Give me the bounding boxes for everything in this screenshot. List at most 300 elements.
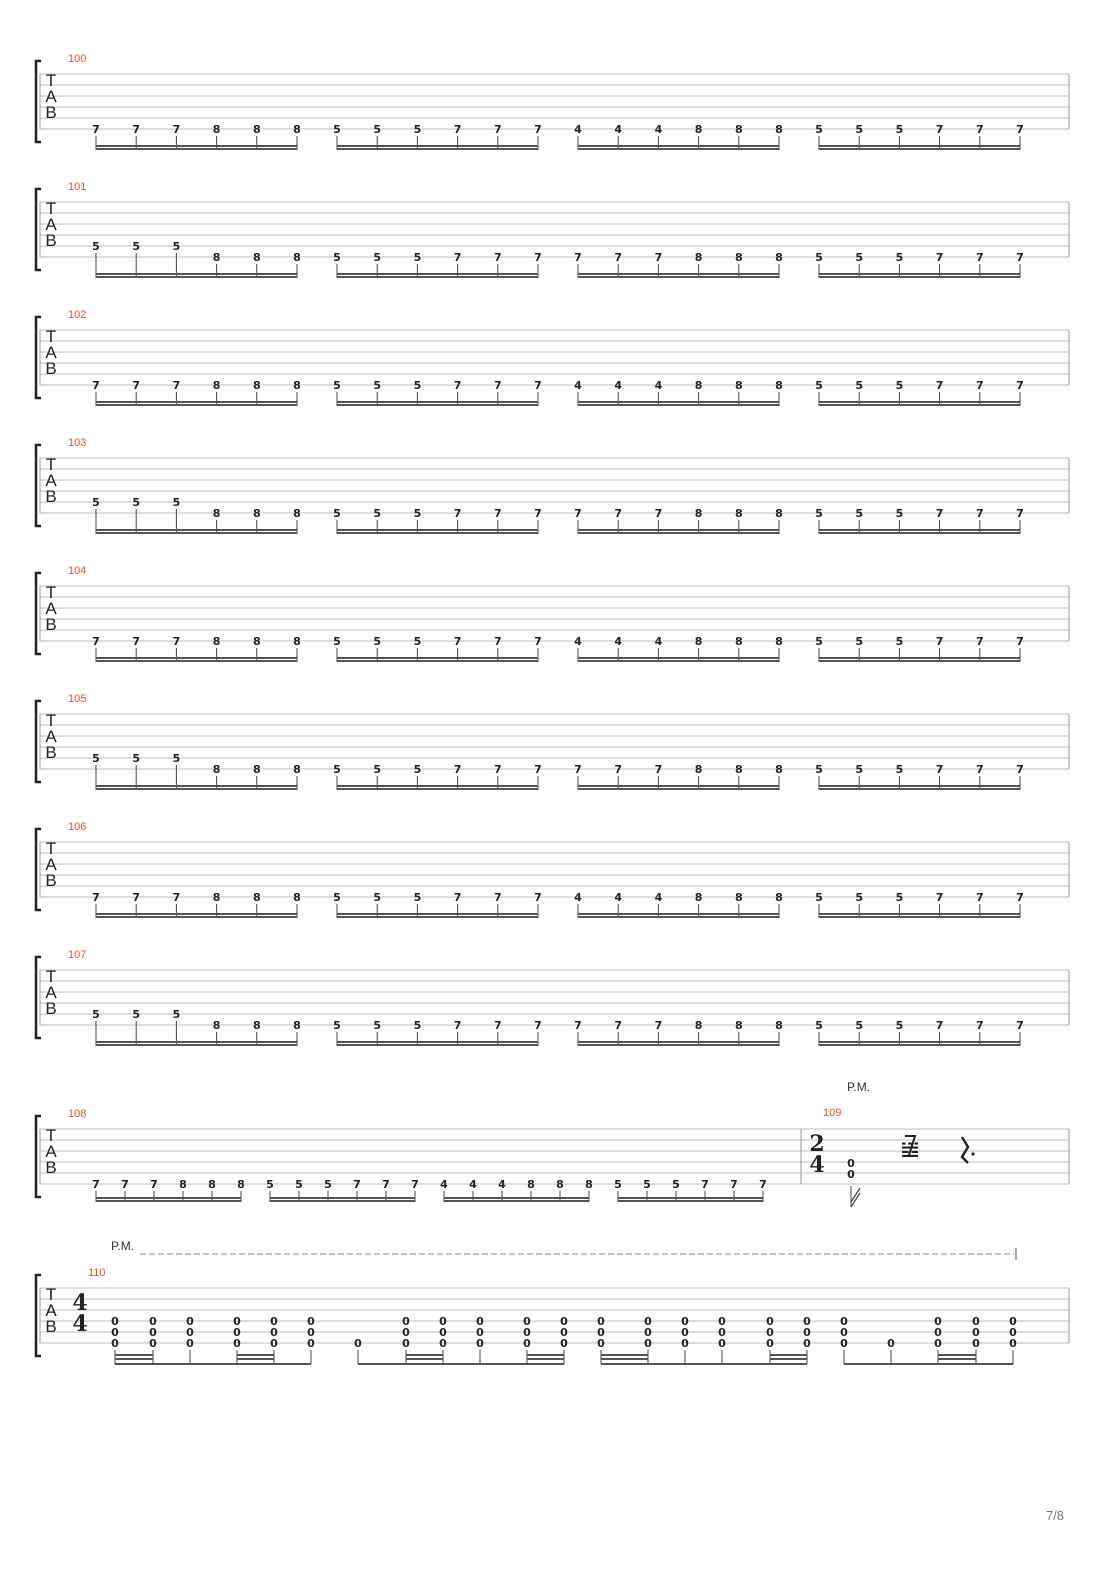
fret-number: 0 bbox=[149, 1315, 157, 1328]
fret-number: 8 bbox=[734, 251, 743, 264]
note-beam-secondary bbox=[938, 1354, 976, 1356]
fret-number: 7 bbox=[353, 1178, 361, 1191]
fret-number: 7 bbox=[1016, 763, 1024, 776]
sixteenth-rest: 𝌿 bbox=[900, 1138, 920, 1163]
fret-number: 7 bbox=[382, 1178, 390, 1191]
fret-number: 0 bbox=[644, 1337, 652, 1350]
fret-number: 0 bbox=[233, 1315, 241, 1328]
fret-number: 0 bbox=[803, 1315, 811, 1328]
fret-number: 7 bbox=[935, 763, 944, 776]
fret-number: 0 bbox=[887, 1337, 895, 1350]
fret-number: 0 bbox=[766, 1326, 774, 1339]
note-beam bbox=[337, 276, 538, 278]
note-beam bbox=[578, 785, 779, 787]
fret-number: 0 bbox=[186, 1326, 194, 1339]
fret-number: 5 bbox=[333, 891, 341, 904]
fret-number: 7 bbox=[975, 251, 984, 264]
fret-number: 7 bbox=[411, 1178, 419, 1191]
fret-number: 5 bbox=[815, 379, 823, 392]
note-beam bbox=[358, 1363, 564, 1365]
fret-number: 8 bbox=[734, 1019, 743, 1032]
fret-number: 0 bbox=[111, 1315, 119, 1328]
fret-number: 8 bbox=[734, 891, 743, 904]
tab-clef-letter: A bbox=[45, 87, 57, 106]
fret-number: 8 bbox=[293, 507, 301, 520]
page-number: 7/8 bbox=[1045, 1508, 1065, 1523]
fret-number: 0 bbox=[840, 1315, 848, 1328]
note-beam bbox=[578, 916, 779, 918]
quarter-rest bbox=[962, 1137, 968, 1163]
note-beam bbox=[96, 916, 297, 918]
fret-number: 7 bbox=[534, 635, 542, 648]
fret-number: 5 bbox=[815, 251, 823, 264]
note-beam bbox=[819, 657, 1020, 659]
fret-number: 5 bbox=[295, 1178, 303, 1191]
fret-number: 8 bbox=[694, 763, 703, 776]
fret-number: 0 bbox=[766, 1315, 774, 1328]
note-beam bbox=[337, 401, 538, 403]
note-beam bbox=[337, 529, 538, 531]
fret-number: 7 bbox=[493, 507, 502, 520]
fret-number: 7 bbox=[1016, 507, 1024, 520]
fret-number: 5 bbox=[172, 1008, 181, 1021]
fret-number: 8 bbox=[252, 507, 261, 520]
tab-clef-letter: A bbox=[45, 983, 57, 1002]
fret-number: 5 bbox=[855, 891, 864, 904]
fret-number: 7 bbox=[1016, 891, 1024, 904]
tab-clef-letter: B bbox=[45, 615, 57, 634]
note-beam bbox=[337, 404, 538, 406]
fret-number: 4 bbox=[574, 635, 582, 648]
time-signature-top: 2 bbox=[809, 1131, 825, 1157]
fret-number: 0 bbox=[111, 1337, 119, 1350]
fret-number: 5 bbox=[132, 496, 141, 509]
fret-number: 4 bbox=[440, 1178, 448, 1191]
note-beam bbox=[337, 532, 538, 534]
fret-number: 7 bbox=[975, 1019, 984, 1032]
fret-number: 0 bbox=[439, 1326, 447, 1339]
fret-number: 8 bbox=[775, 123, 783, 136]
fret-number: 0 bbox=[597, 1315, 605, 1328]
fret-number: 7 bbox=[453, 763, 462, 776]
fret-number: 7 bbox=[493, 763, 502, 776]
tab-clef-letter: T bbox=[45, 967, 57, 986]
fret-number: 0 bbox=[402, 1337, 410, 1350]
fret-number: 4 bbox=[654, 379, 663, 392]
fret-number: 0 bbox=[597, 1337, 605, 1350]
fret-number: 5 bbox=[333, 251, 341, 264]
fret-number: 7 bbox=[1016, 123, 1024, 136]
fret-number: 8 bbox=[694, 1019, 703, 1032]
fret-number: 8 bbox=[212, 507, 221, 520]
fret-number: 5 bbox=[333, 763, 341, 776]
fret-number: 4 bbox=[469, 1178, 477, 1191]
fret-number: 8 bbox=[734, 635, 743, 648]
fret-number: 7 bbox=[534, 379, 542, 392]
fret-number: 7 bbox=[975, 763, 984, 776]
note-beam bbox=[337, 916, 538, 918]
note-beam bbox=[96, 1044, 297, 1046]
note-beam bbox=[96, 785, 297, 787]
fret-number: 5 bbox=[895, 123, 904, 136]
fret-number: 7 bbox=[935, 123, 944, 136]
fret-number: 5 bbox=[373, 635, 382, 648]
fret-number: 5 bbox=[172, 240, 181, 253]
fret-number: 0 bbox=[1009, 1337, 1017, 1350]
fret-number: 8 bbox=[212, 251, 221, 264]
fret-number: 4 bbox=[498, 1178, 506, 1191]
fret-number: 7 bbox=[935, 635, 944, 648]
fret-number: 8 bbox=[694, 251, 703, 264]
fret-number: 0 bbox=[402, 1315, 410, 1328]
tab-clef-letter: B bbox=[45, 1158, 57, 1177]
fret-number: 0 bbox=[439, 1315, 447, 1328]
fret-number: 5 bbox=[324, 1178, 332, 1191]
fret-number: 5 bbox=[333, 507, 341, 520]
fret-number: 8 bbox=[252, 763, 261, 776]
fret-number: 7 bbox=[493, 635, 502, 648]
note-beam bbox=[578, 657, 779, 659]
fret-number: 5 bbox=[92, 240, 100, 253]
note-beam bbox=[337, 145, 538, 147]
fret-number: 8 bbox=[179, 1178, 187, 1191]
fret-number: 7 bbox=[1016, 379, 1024, 392]
fret-number: 0 bbox=[186, 1337, 194, 1350]
fret-number: 5 bbox=[373, 507, 382, 520]
fret-number: 8 bbox=[775, 251, 783, 264]
note-beam bbox=[819, 1044, 1020, 1046]
tab-clef-letter: A bbox=[45, 1142, 57, 1161]
note-beam-secondary bbox=[601, 1358, 648, 1360]
fret-number: 7 bbox=[654, 251, 663, 264]
fret-number: 0 bbox=[307, 1315, 315, 1328]
note-beam-secondary bbox=[938, 1358, 976, 1360]
fret-number: 0 bbox=[681, 1315, 689, 1328]
tab-clef-letter: T bbox=[45, 1285, 57, 1304]
fret-number: 8 bbox=[293, 379, 301, 392]
tab-clef-letter: B bbox=[45, 359, 57, 378]
fret-number: 0 bbox=[523, 1315, 531, 1328]
fret-number: 5 bbox=[895, 507, 904, 520]
tab-clef-letter: B bbox=[45, 231, 57, 250]
measure-number: 110 bbox=[88, 1267, 106, 1279]
fret-number: 5 bbox=[815, 635, 823, 648]
fret-number: 7 bbox=[935, 251, 944, 264]
fret-number: 5 bbox=[413, 635, 422, 648]
fret-number: 8 bbox=[694, 891, 703, 904]
fret-number: 7 bbox=[453, 507, 462, 520]
measure-number: 107 bbox=[68, 949, 87, 961]
measure-number: 106 bbox=[68, 821, 87, 833]
fret-number: 0 bbox=[523, 1326, 531, 1339]
fret-number: 5 bbox=[413, 379, 422, 392]
note-beam bbox=[819, 273, 1020, 275]
time-signature-top: 4 bbox=[72, 1290, 88, 1316]
fret-number: 7 bbox=[935, 379, 944, 392]
tab-clef-letter: B bbox=[45, 999, 57, 1018]
note-beam bbox=[337, 785, 538, 787]
fret-number: 7 bbox=[1016, 251, 1024, 264]
fret-number: 7 bbox=[453, 379, 462, 392]
fret-number: 8 bbox=[237, 1178, 245, 1191]
fret-number: 0 bbox=[560, 1315, 568, 1328]
fret-number: 4 bbox=[614, 379, 623, 392]
fret-number: 5 bbox=[413, 891, 422, 904]
fret-number: 8 bbox=[252, 1019, 261, 1032]
fret-number: 0 bbox=[111, 1326, 119, 1339]
fret-number: 7 bbox=[614, 251, 623, 264]
note-beam bbox=[819, 913, 1020, 915]
note-beam bbox=[115, 1363, 311, 1365]
fret-number: 5 bbox=[815, 763, 823, 776]
fret-number: 7 bbox=[1016, 1019, 1024, 1032]
note-beam bbox=[578, 404, 779, 406]
tab-clef-letter: T bbox=[45, 1126, 57, 1145]
fret-number: 7 bbox=[132, 123, 141, 136]
palm-mute-label: P.M. bbox=[111, 1239, 135, 1253]
fret-number: 7 bbox=[574, 507, 582, 520]
measure-number: 100 bbox=[68, 53, 87, 65]
fret-number: 7 bbox=[172, 891, 181, 904]
fret-number: 7 bbox=[975, 635, 984, 648]
note-beam bbox=[578, 532, 779, 534]
fret-number: 8 bbox=[252, 379, 261, 392]
fret-number: 5 bbox=[172, 496, 181, 509]
fret-number: 4 bbox=[614, 635, 623, 648]
fret-number: 5 bbox=[413, 123, 422, 136]
fret-number: 0 bbox=[681, 1337, 689, 1350]
tab-clef-letter: A bbox=[45, 855, 57, 874]
fret-number: 7 bbox=[493, 123, 502, 136]
fret-number: 8 bbox=[527, 1178, 535, 1191]
measure-number: 104 bbox=[68, 565, 87, 577]
note-beam bbox=[96, 788, 297, 790]
note-beam bbox=[819, 532, 1020, 534]
tab-clef-letter: T bbox=[45, 327, 57, 346]
fret-number: 7 bbox=[975, 123, 984, 136]
note-beam bbox=[337, 788, 538, 790]
fret-number: 8 bbox=[212, 763, 221, 776]
fret-number: 5 bbox=[373, 763, 382, 776]
fret-number: 7 bbox=[92, 635, 100, 648]
note-beam bbox=[96, 1197, 241, 1199]
fret-number: 8 bbox=[293, 635, 301, 648]
fret-number: 5 bbox=[373, 1019, 382, 1032]
fret-number: 5 bbox=[895, 1019, 904, 1032]
fret-number: 5 bbox=[895, 251, 904, 264]
fret-number: 5 bbox=[815, 123, 823, 136]
note-beam bbox=[337, 1044, 538, 1046]
fret-number: 0 bbox=[233, 1337, 241, 1350]
fret-number: 5 bbox=[895, 891, 904, 904]
measure-number: 102 bbox=[68, 309, 87, 321]
note-beam bbox=[819, 401, 1020, 403]
fret-number: 7 bbox=[614, 507, 623, 520]
fret-number: 7 bbox=[975, 507, 984, 520]
tab-clef-letter: B bbox=[45, 871, 57, 890]
palm-mute-label: P.M. bbox=[847, 1080, 871, 1094]
fret-number: 7 bbox=[614, 1019, 623, 1032]
fret-number: 4 bbox=[574, 379, 582, 392]
note-beam bbox=[819, 660, 1020, 662]
fret-number: 4 bbox=[614, 123, 623, 136]
fret-number: 7 bbox=[534, 251, 542, 264]
fret-number: 5 bbox=[815, 1019, 823, 1032]
fret-number: 7 bbox=[654, 507, 663, 520]
note-beam bbox=[578, 145, 779, 147]
fret-number: 0 bbox=[270, 1315, 278, 1328]
fret-number: 7 bbox=[121, 1178, 129, 1191]
fret-number: 5 bbox=[373, 379, 382, 392]
note-beam bbox=[578, 1041, 779, 1043]
fret-number: 7 bbox=[574, 763, 582, 776]
fret-number: 0 bbox=[186, 1315, 194, 1328]
fret-number: 0 bbox=[718, 1315, 726, 1328]
note-beam bbox=[819, 1041, 1020, 1043]
fret-number: 5 bbox=[413, 763, 422, 776]
note-beam bbox=[96, 532, 297, 534]
tab-clef-letter: A bbox=[45, 215, 57, 234]
fret-number: 7 bbox=[92, 379, 100, 392]
fret-number: 0 bbox=[476, 1326, 484, 1339]
fret-number: 7 bbox=[935, 891, 944, 904]
fret-number: 5 bbox=[333, 635, 341, 648]
fret-number: 4 bbox=[614, 891, 623, 904]
fret-number: 5 bbox=[373, 251, 382, 264]
fret-number: 8 bbox=[252, 123, 261, 136]
fret-number: 8 bbox=[734, 507, 743, 520]
fret-number: 8 bbox=[694, 507, 703, 520]
fret-number: 8 bbox=[212, 635, 221, 648]
fret-number: 0 bbox=[803, 1326, 811, 1339]
fret-number: 0 bbox=[972, 1326, 980, 1339]
fret-number: 7 bbox=[453, 1019, 462, 1032]
fret-number: 5 bbox=[855, 507, 864, 520]
tab-clef-letter: B bbox=[45, 103, 57, 122]
fret-number: 7 bbox=[534, 507, 542, 520]
note-beam bbox=[270, 1197, 415, 1199]
fret-number: 5 bbox=[672, 1178, 680, 1191]
measure-number: 109 bbox=[823, 1107, 842, 1119]
fret-number: 5 bbox=[333, 123, 341, 136]
fret-number: 7 bbox=[172, 635, 181, 648]
fret-number: 8 bbox=[775, 635, 783, 648]
note-beam-secondary bbox=[115, 1358, 153, 1360]
fret-number: 0 bbox=[972, 1315, 980, 1328]
tab-clef-letter: B bbox=[45, 743, 57, 762]
fret-number: 4 bbox=[574, 123, 582, 136]
fret-number: 5 bbox=[855, 251, 864, 264]
fret-number: 0 bbox=[840, 1326, 848, 1339]
note-beam-secondary bbox=[770, 1354, 807, 1356]
fret-number: 7 bbox=[172, 123, 181, 136]
tab-clef-letter: T bbox=[45, 71, 57, 90]
fret-number: 0 bbox=[402, 1326, 410, 1339]
note-beam bbox=[96, 1200, 241, 1202]
fret-number: 8 bbox=[252, 891, 261, 904]
fret-number: 8 bbox=[775, 507, 783, 520]
tab-clef-letter: T bbox=[45, 839, 57, 858]
fret-number: 5 bbox=[413, 507, 422, 520]
fret-number: 0 bbox=[597, 1326, 605, 1339]
tab-clef-letter: A bbox=[45, 343, 57, 362]
fret-number: 0 bbox=[476, 1337, 484, 1350]
note-beam bbox=[819, 145, 1020, 147]
fret-number: 5 bbox=[92, 496, 100, 509]
fret-number: 7 bbox=[493, 251, 502, 264]
fret-number: 7 bbox=[975, 379, 984, 392]
fret-number: 5 bbox=[855, 763, 864, 776]
note-beam bbox=[96, 404, 297, 406]
fret-number: 0 bbox=[644, 1326, 652, 1339]
fret-number: 5 bbox=[855, 635, 864, 648]
note-beam bbox=[96, 148, 297, 150]
fret-number: 5 bbox=[92, 1008, 100, 1021]
fret-number: 7 bbox=[132, 379, 141, 392]
fret-number: 7 bbox=[172, 379, 181, 392]
fret-number: 8 bbox=[734, 379, 743, 392]
note-beam bbox=[578, 660, 779, 662]
note-beam bbox=[444, 1197, 589, 1199]
measure-number: 101 bbox=[68, 181, 87, 193]
fret-number: 7 bbox=[534, 891, 542, 904]
fret-number: 0 bbox=[307, 1326, 315, 1339]
fret-number: 5 bbox=[855, 123, 864, 136]
note-beam bbox=[96, 401, 297, 403]
note-beam bbox=[578, 913, 779, 915]
fret-number: 5 bbox=[855, 1019, 864, 1032]
note-beam bbox=[337, 273, 538, 275]
fret-number: 0 bbox=[847, 1168, 855, 1181]
tab-clef-letter: T bbox=[45, 711, 57, 730]
fret-number: 0 bbox=[934, 1326, 942, 1339]
fret-number: 7 bbox=[493, 1019, 502, 1032]
note-beam bbox=[96, 276, 297, 278]
fret-number: 5 bbox=[172, 752, 181, 765]
fret-number: 0 bbox=[847, 1157, 855, 1170]
fret-number: 0 bbox=[972, 1337, 980, 1350]
fret-number: 8 bbox=[694, 379, 703, 392]
fret-number: 8 bbox=[775, 763, 783, 776]
note-beam-secondary bbox=[406, 1354, 443, 1356]
note-beam bbox=[578, 1044, 779, 1046]
note-beam bbox=[819, 529, 1020, 531]
fret-number: 0 bbox=[934, 1337, 942, 1350]
fret-number: 5 bbox=[643, 1178, 651, 1191]
fret-number: 0 bbox=[934, 1315, 942, 1328]
fret-number: 0 bbox=[681, 1326, 689, 1339]
fret-number: 0 bbox=[644, 1315, 652, 1328]
fret-number: 8 bbox=[208, 1178, 216, 1191]
fret-number: 4 bbox=[654, 123, 663, 136]
fret-number: 7 bbox=[493, 891, 502, 904]
fret-number: 5 bbox=[333, 1019, 341, 1032]
fret-number: 8 bbox=[775, 379, 783, 392]
note-beam bbox=[844, 1363, 1013, 1365]
fret-number: 8 bbox=[293, 763, 301, 776]
note-beam bbox=[618, 1197, 763, 1199]
fret-number: 7 bbox=[935, 1019, 944, 1032]
rest-dot bbox=[971, 1152, 974, 1155]
fret-number: 0 bbox=[1009, 1315, 1017, 1328]
fret-number: 0 bbox=[149, 1326, 157, 1339]
fret-number: 7 bbox=[92, 891, 100, 904]
fret-number: 4 bbox=[654, 635, 663, 648]
fret-number: 8 bbox=[734, 123, 743, 136]
fret-number: 5 bbox=[132, 1008, 141, 1021]
fret-number: 5 bbox=[614, 1178, 622, 1191]
note-beam bbox=[601, 1363, 807, 1365]
